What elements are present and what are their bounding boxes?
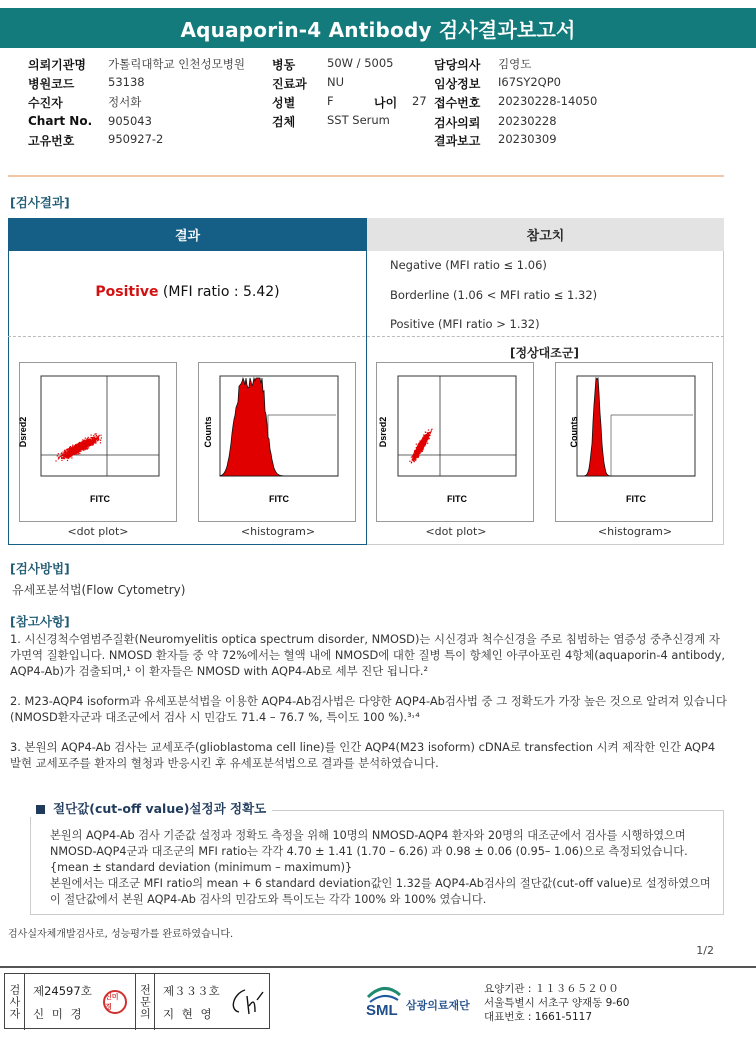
- dot-point: [65, 456, 66, 457]
- dot-point: [81, 446, 82, 447]
- report-title: Aquaporin-4 Antibody 검사결과보고서: [0, 8, 756, 48]
- signature-block: [4, 973, 270, 1029]
- org-code: 요양기관 : １１３６５２００: [484, 983, 619, 995]
- dot-point: [77, 451, 78, 452]
- y-axis-label: Dsred2: [378, 416, 388, 448]
- dot-point: [424, 445, 425, 446]
- dot-point: [57, 455, 58, 456]
- dot-point: [414, 455, 415, 456]
- result-positive: Positive: [95, 284, 159, 300]
- dot-point: [420, 448, 421, 449]
- footer-note: 검사실자체개발검사로, 성능평가를 완료하였습니다.: [8, 929, 234, 940]
- dot-point: [69, 455, 70, 456]
- dot-point: [82, 439, 83, 440]
- dot-point: [94, 439, 95, 440]
- tester-label: 검사자: [5, 974, 25, 1030]
- dot-point: [64, 452, 65, 453]
- dot-point: [425, 437, 426, 438]
- dot-point: [98, 436, 99, 437]
- dot-point: [428, 436, 429, 437]
- dot-point: [92, 442, 93, 443]
- dot-point: [425, 440, 426, 441]
- dot-point: [65, 455, 66, 456]
- dot-point: [418, 452, 419, 453]
- reference-borderline: Borderline (1.06 < MFI ratio ≤ 1.32): [390, 288, 598, 302]
- dot-point: [426, 438, 427, 439]
- specialist-number: 제３３３호: [163, 984, 220, 998]
- dot-point: [412, 460, 413, 461]
- dot-point: [414, 456, 415, 457]
- dot-point: [71, 452, 72, 453]
- section-title-notes: [참고사항]: [10, 614, 70, 629]
- dot-point: [76, 453, 77, 454]
- dot-point: [419, 445, 420, 446]
- dot-point: [85, 440, 86, 441]
- dot-point: [85, 438, 86, 439]
- dot-point: [65, 450, 66, 451]
- cutoff-text: [50, 828, 714, 908]
- dot-point: [67, 453, 68, 454]
- divider: [8, 336, 724, 337]
- method-text: 유세포분석법(Flow Cytometry): [12, 583, 186, 597]
- dot-point: [422, 447, 423, 448]
- result-mfi: (MFI ratio : 5.42): [158, 284, 280, 300]
- dot-point: [421, 439, 422, 440]
- specialist-label: 전문의: [135, 974, 155, 1030]
- dot-point: [91, 439, 92, 440]
- dot-point: [75, 451, 76, 452]
- dot-point: [80, 443, 81, 444]
- dot-point: [423, 439, 424, 440]
- section-title-result: [검사결과]: [10, 195, 70, 210]
- dot-point: [419, 446, 420, 447]
- dot-point: [79, 446, 80, 447]
- dot-point: [424, 444, 425, 445]
- dot-point: [414, 452, 415, 453]
- dot-point: [101, 437, 102, 438]
- dot-point: [81, 445, 82, 446]
- tester-number: 제24597호: [33, 984, 92, 998]
- result-value: [8, 284, 367, 300]
- histogram-caption: <histogram>: [597, 525, 673, 538]
- dot-point: [67, 460, 68, 461]
- x-axis-label: FITC: [269, 494, 289, 504]
- dot-point: [416, 449, 417, 450]
- dot-point: [89, 439, 90, 440]
- dot-point: [419, 448, 420, 449]
- dot-point: [423, 449, 424, 450]
- dot-point: [58, 457, 59, 458]
- dot-point: [68, 458, 69, 459]
- dot-point: [82, 441, 83, 442]
- dot-point: [411, 457, 412, 458]
- sml-logo: [366, 983, 478, 1020]
- dot-point: [93, 435, 94, 436]
- histogram-caption: <histogram>: [240, 525, 316, 538]
- dot-point: [63, 456, 64, 457]
- dot-point: [84, 446, 85, 447]
- dot-point: [425, 432, 426, 433]
- dot-point: [100, 435, 101, 436]
- dot-point: [418, 454, 419, 455]
- dot-point: [427, 443, 428, 444]
- dot-point: [69, 452, 70, 453]
- signature-icon: [225, 984, 265, 1020]
- dot-point: [63, 452, 64, 453]
- svg-text:SML: SML: [366, 1002, 398, 1017]
- dot-point: [72, 445, 73, 446]
- dot-point: [94, 436, 95, 437]
- dot-point: [94, 437, 95, 438]
- reference-positive: Positive (MFI ratio > 1.32): [390, 317, 540, 331]
- dot-point: [424, 436, 425, 437]
- dot-point: [71, 454, 72, 455]
- dot-point: [99, 435, 100, 436]
- patient-dot-plot: [19, 362, 177, 525]
- control-dot-plot: [376, 362, 534, 525]
- dot-point: [92, 444, 93, 445]
- dot-point: [411, 462, 412, 463]
- dot-point: [86, 447, 87, 448]
- dot-point: [69, 451, 70, 452]
- control-label: [정상대조군]: [510, 346, 579, 360]
- dot-point: [80, 451, 81, 452]
- dot-point: [65, 452, 66, 453]
- dot-point: [67, 451, 68, 452]
- dot-point: [96, 436, 97, 437]
- dot-point: [87, 441, 88, 442]
- dot-point: [67, 449, 68, 450]
- dot-point: [61, 457, 62, 458]
- dot-point: [415, 460, 416, 461]
- dot-point: [431, 429, 432, 430]
- dot-point: [82, 444, 83, 445]
- dot-point: [77, 454, 78, 455]
- dot-point: [96, 441, 97, 442]
- dot-point: [95, 433, 96, 434]
- note-3: 3. 본원의 AQP4-Ab 검사는 교세포주(glioblastoma cell line)를 인간 AQP4(M23 isoform) cDNA로 transfection 시켜 제작한 인간 AQP4 발현 교세포주를 환자의 혈청과 반응시킨 후 유세포분석법으로 결과를 분석하였습니다.: [10, 740, 716, 770]
- dot-point: [55, 460, 56, 461]
- note-1: 1. 시신경척수염범주질환(Neuromyelitis optica spectrum disorder, NMOSD)는 시신경과 척수신경을 주로 침범하는 염증성 중추신경계 자가면역 질환입니다. NMOSD 환자들 중 약 72%에서는 혈액 내에 NMOSD에 대한 질병 특이 항체인 아쿠아포린 4항체(aquaporin-4 antibody, AQP4-Ab)가 검출되며,¹ 이 환자들은 NMOSD with AQP4-Ab로 세부 진단 됩니다.²: [10, 632, 725, 678]
- dot-point: [80, 448, 81, 449]
- dot-point: [426, 442, 427, 443]
- specialist-name: 지 현 영: [163, 1007, 214, 1021]
- cutoff-paragraph: 본원에서는 대조군 MFI ratio의 mean + 6 standard deviation값인 1.32를 AQP4-Ab검사의 절단값(cut-off value)로 설정하였으며 이 절단값에서 본원 AQP4-Ab 검사의 민감도와 특이도는 각각 100% 와 100% 였습니다.: [50, 877, 711, 906]
- dot-point: [422, 451, 423, 452]
- dot-point: [70, 446, 71, 447]
- dot-point: [78, 448, 79, 449]
- dot-point: [63, 454, 64, 455]
- reference-header: 참고치: [367, 218, 724, 251]
- section-title-method: [검사방법]: [10, 561, 70, 576]
- dot-point: [71, 448, 72, 449]
- result-table: [8, 218, 724, 545]
- dot-point: [67, 457, 68, 458]
- patient-histogram: [198, 362, 356, 525]
- dot-point: [68, 448, 69, 449]
- dot-point: [78, 443, 79, 444]
- dot-point: [428, 429, 429, 430]
- dot-plot-caption: <dot plot>: [425, 525, 487, 538]
- dot-point: [72, 446, 73, 447]
- org-info: [484, 982, 629, 1024]
- dot-point: [69, 448, 70, 449]
- dot-point: [89, 440, 90, 441]
- dot-point: [60, 456, 61, 457]
- dot-point: [87, 444, 88, 445]
- dot-point: [83, 447, 84, 448]
- control-histogram: [555, 362, 713, 525]
- dot-point: [413, 453, 414, 454]
- result-header: 결과: [8, 218, 367, 251]
- dot-point: [415, 456, 416, 457]
- dot-point: [73, 448, 74, 449]
- dot-point: [423, 434, 424, 435]
- dot-point: [429, 438, 430, 439]
- dot-point: [421, 441, 422, 442]
- dot-point: [71, 457, 72, 458]
- dot-point: [100, 440, 101, 441]
- cutoff-paragraph: 본원의 AQP4-Ab 검사 기준값 설정과 정확도 측정을 위해 10명의 NMOSD-AQP4 환자와 20명의 대조군에서 검사를 시행하였으며 NMOSD-AQP4군과 대조군의 MFI ratio는 각각 4.70 ± 1.41 (1.70 – 6.26) 과 0.98 ± 0.06 (0.95– 1.06)으로 측정되었습니다. {mean ± standard deviation (minimum – maximum)}: [50, 829, 688, 874]
- dot-point: [428, 432, 429, 433]
- dot-point: [83, 449, 84, 450]
- square-bullet-icon: [36, 805, 45, 814]
- x-axis-label: FITC: [626, 494, 646, 504]
- dot-point: [61, 453, 62, 454]
- divider: [8, 175, 724, 177]
- dot-point: [88, 437, 89, 438]
- dot-point: [415, 454, 416, 455]
- y-axis-label: Counts: [203, 416, 213, 448]
- dot-point: [89, 443, 90, 444]
- dot-point: [70, 453, 71, 454]
- dot-point: [59, 456, 60, 457]
- dot-point: [77, 448, 78, 449]
- dot-point: [100, 442, 101, 443]
- dot-point: [427, 434, 428, 435]
- dot-point: [428, 434, 429, 435]
- dot-point: [94, 441, 95, 442]
- dot-point: [417, 457, 418, 458]
- reference-negative: Negative (MFI ratio ≤ 1.06): [390, 258, 547, 272]
- cutoff-title: 절단값(cut-off value)설정과 정확도: [30, 799, 272, 817]
- svg-text:삼광의료재단: 삼광의료재단: [406, 999, 470, 1012]
- dot-point: [74, 454, 75, 455]
- dot-point: [78, 450, 79, 451]
- dot-point: [87, 438, 88, 439]
- dot-point: [421, 446, 422, 447]
- dot-plot-caption: <dot plot>: [67, 525, 129, 538]
- dot-point: [83, 440, 84, 441]
- dot-point: [92, 440, 93, 441]
- dot-point: [91, 437, 92, 438]
- y-axis-label: Counts: [569, 416, 579, 448]
- dot-point: [65, 453, 66, 454]
- dot-point: [75, 445, 76, 446]
- x-axis-label: FITC: [447, 494, 467, 504]
- dot-point: [98, 439, 99, 440]
- dot-point: [64, 450, 65, 451]
- dot-point: [89, 444, 90, 445]
- seal-stamp-icon: 신미경: [103, 990, 127, 1014]
- dot-point: [81, 448, 82, 449]
- dot-point: [412, 457, 413, 458]
- dot-point: [62, 458, 63, 459]
- dot-point: [75, 450, 76, 451]
- dot-point: [422, 443, 423, 444]
- page-number: 1/2: [696, 944, 714, 957]
- dot-point: [83, 442, 84, 443]
- dot-point: [73, 451, 74, 452]
- dot-point: [85, 442, 86, 443]
- dot-point: [96, 435, 97, 436]
- note-2: 2. M23-AQP4 isoform과 유세포분석법을 이용한 AQP4-Ab검사법은 다양한 AQP4-Ab검사법 중 그 정확도가 가장 높은 것으로 알려져 있습니다(NMOSD환자군과 대조군에서 검사 시 민감도 71.4 – 76.7 %, 특이도 100 %).³˒⁴: [10, 694, 727, 724]
- dot-point: [79, 453, 80, 454]
- dot-point: [58, 453, 59, 454]
- dot-point: [423, 443, 424, 444]
- dot-point: [62, 455, 63, 456]
- dot-point: [415, 459, 416, 460]
- dot-point: [77, 445, 78, 446]
- dot-point: [61, 460, 62, 461]
- tester-name: 신 미 경: [33, 1007, 84, 1021]
- org-phone: 대표번호 : 1661-5117: [484, 1011, 593, 1023]
- dot-point: [423, 437, 424, 438]
- x-axis-label: FITC: [90, 494, 110, 504]
- dot-point: [88, 447, 89, 448]
- dot-point: [91, 435, 92, 436]
- dot-point: [75, 447, 76, 448]
- dot-point: [417, 447, 418, 448]
- dot-point: [88, 445, 89, 446]
- dot-point: [421, 450, 422, 451]
- y-axis-label: Dsred2: [19, 416, 28, 448]
- notes: [10, 631, 728, 785]
- dot-point: [96, 438, 97, 439]
- dot-point: [426, 436, 427, 437]
- dot-point: [413, 460, 414, 461]
- dot-point: [71, 455, 72, 456]
- org-address: 서울특별시 서초구 양재동 9-60: [484, 997, 630, 1009]
- dot-point: [98, 438, 99, 439]
- dot-point: [409, 461, 410, 462]
- dot-point: [416, 444, 417, 445]
- divider: [0, 966, 756, 968]
